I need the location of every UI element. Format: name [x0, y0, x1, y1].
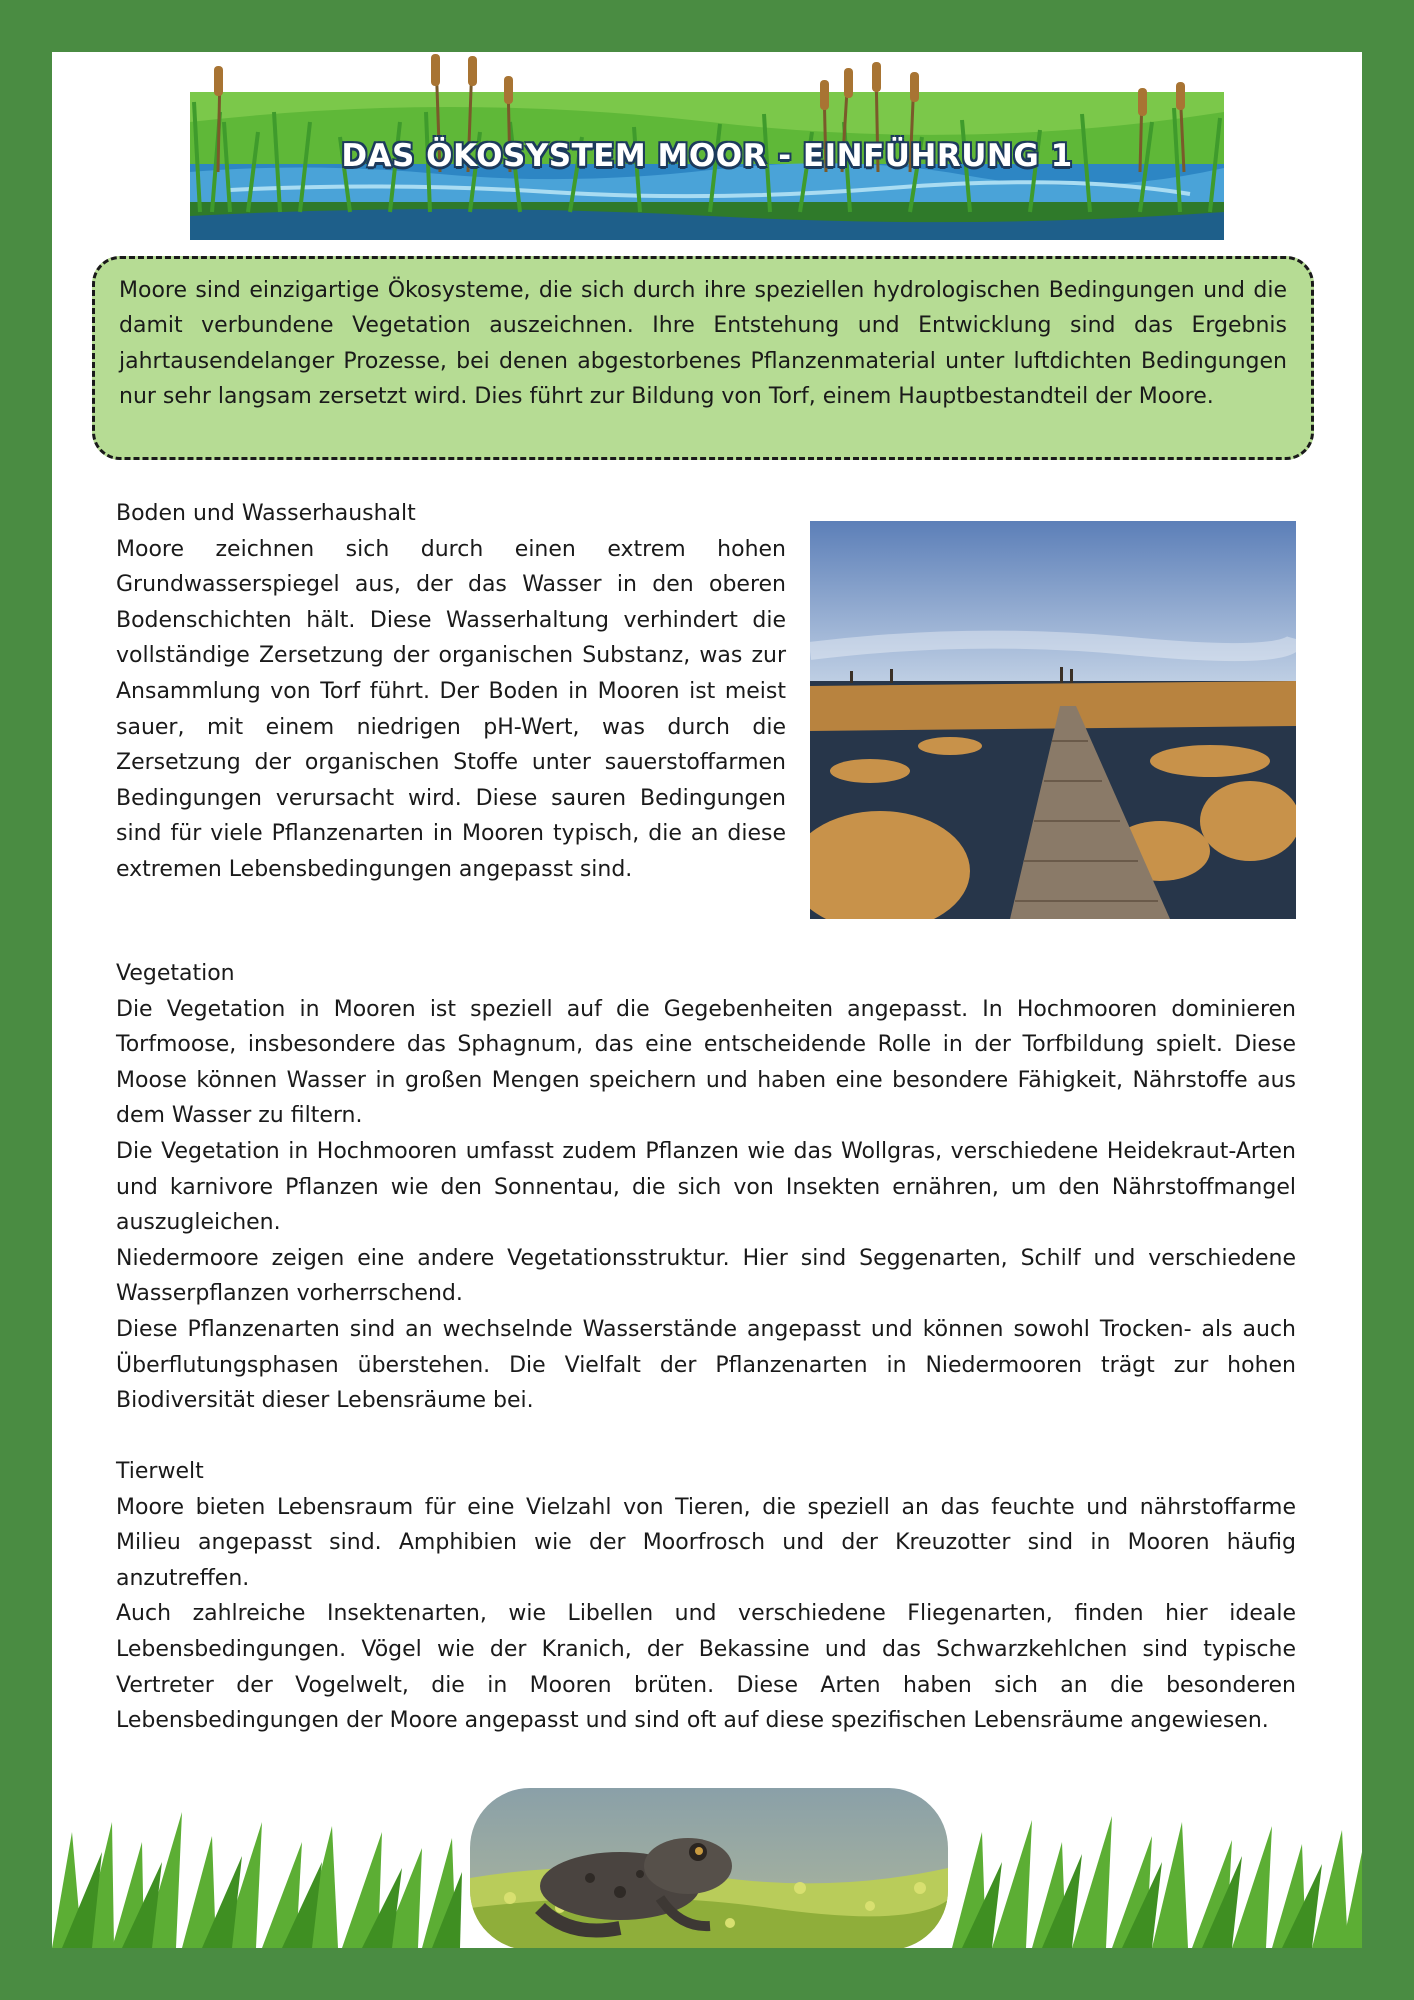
section-tierwelt	[116, 1454, 1296, 1739]
section-paragraph: Moore zeichnen sich durch einen extrem hohen Grundwasserspiegel aus, der das Wasser in den oberen Bodenschichten hält. Diese Wasserhaltung verhindert die vollständige Zersetzung der organischen Substanz, was zur Ansammlung von Torf führt. Der Boden in Mooren ist meist sauer, mit einem niedrigen pH-Wert, was durch die Zersetzung der organischen Stoffe unter sauerstoffarmen Bedingungen verursacht wird. Diese sauren Bedingungen sind für viele Pflanzenarten in Mooren typisch, die an diese extremen Lebensbedingungen angepasst sind.	[116, 536, 786, 882]
title-banner	[190, 52, 1224, 240]
moor-boardwalk-photo	[810, 521, 1296, 919]
section-paragraph: Die Vegetation in Mooren ist speziell auf die Gegebenheiten angepasst. In Hochmooren dominieren Torfmoose, insbesondere das Sphagnum, das eine entscheidende Rolle in der Torfbildung spielt. Diese Moose können Wasser in großen Mengen speichern und haben eine besondere Fähigkeit, Nährstoffe aus dem Wasser zu filtern.	[116, 996, 1296, 1129]
section-heading: Boden und Wasserhaushalt	[116, 501, 416, 526]
section-paragraph: Niedermoore zeigen eine andere Vegetationsstruktur. Hier sind Seggenarten, Schilf und verschiedene Wasserpflanzen vorherrschend.	[116, 1245, 1296, 1307]
intro-box	[92, 256, 1314, 460]
section-paragraph: Moore bieten Lebensraum für eine Vielzahl von Tieren, die speziell an das feuchte und nährstoffarme Milieu angepasst sind. Amphibien wie der Moorfrosch und der Kreuzotter sind in Mooren häufig anzutreffen.	[116, 1494, 1296, 1591]
worksheet-page	[52, 52, 1362, 1948]
frog-on-moss-photo	[470, 1788, 948, 1948]
section-vegetation	[116, 956, 1296, 1419]
section-paragraph: Diese Pflanzenarten sind an wechselnde Wasserstände angepasst und können sowohl Trocken- als auch Überflutungsphasen überstehen. Die Vielfalt der Pflanzenarten in Niedermooren trägt zur hohen Biodiversität dieser Lebensräume bei.	[116, 1316, 1296, 1414]
section-boden-wasserhaushalt	[116, 496, 786, 888]
section-heading: Tierwelt	[116, 1459, 204, 1484]
section-heading: Vegetation	[116, 961, 235, 986]
section-paragraph: Auch zahlreiche Insektenarten, wie Libellen und verschiedene Fliegenarten, finden hier ideale Lebensbedingungen. Vögel wie der Kranich, der Bekassine und das Schwarzkehlchen sind typische Vertreter der Vogelwelt, die in Mooren brüten. Diese Arten haben sich an die besonderen Lebensbedingungen der Moore angepasst und sind oft auf diese spezifischen Lebensräume angewiesen.	[116, 1601, 1296, 1734]
intro-text: Moore sind einzigartige Ökosysteme, die sich durch ihre speziellen hydrologischen Bedingungen und die damit verbundene Vegetation auszeichnen. Ihre Entstehung und Entwicklung sind das Ergebnis jahrtausendelanger Prozesse, bei denen abgestorbenes Pflanzenmaterial unter luftdichten Bedingungen nur sehr langsam zersetzt wird. Dies führt zur Bildung von Torf, einem Hauptbestandteil der Moore.	[119, 278, 1287, 410]
page-title: DAS ÖKOSYSTEM MOOR - EINFÜHRUNG 1	[341, 138, 1073, 174]
section-paragraph: Die Vegetation in Hochmooren umfasst zudem Pflanzen wie das Wollgras, verschiedene Heidekraut-Arten und karnivore Pflanzen wie den Sonnentau, die sich von Insekten ernähren, um den Nährstoffmangel auszugleichen.	[116, 1138, 1296, 1236]
